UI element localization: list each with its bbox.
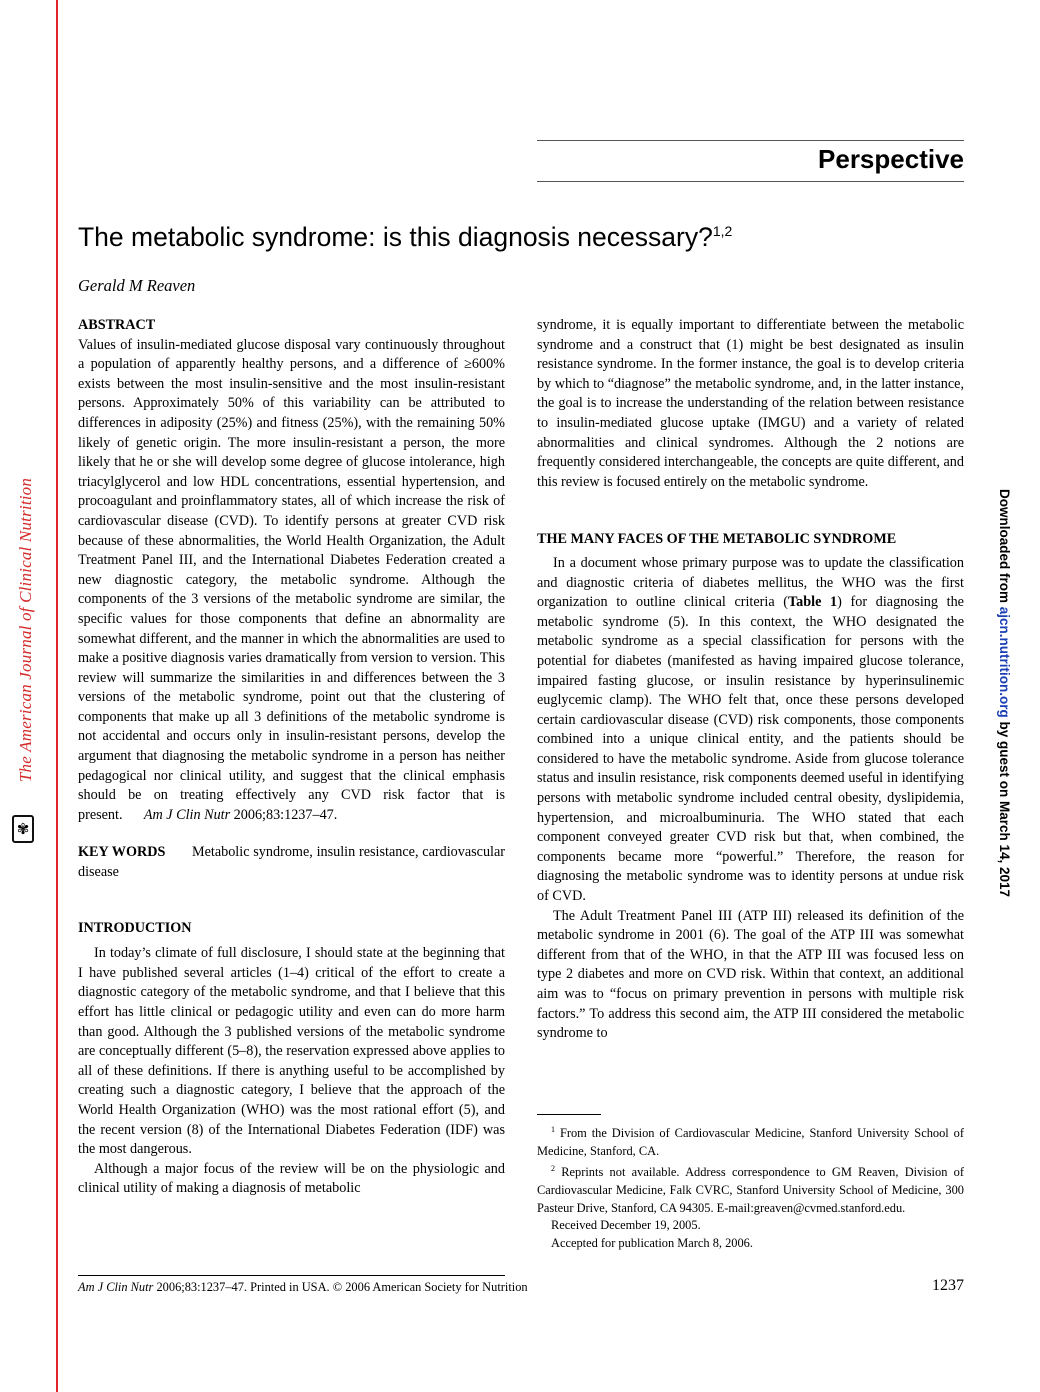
footnote-2-text: Reprints not available. Address correspondence to GM Reaven, Division of Cardiovascular Medicine, Falk CVRC, Stanford University School of Medicine, 300 Pasteur Drive, Stanford, CA 94305. E-mail:greaven@cvmed.stanford.edu. (537, 1165, 964, 1215)
title-footnote-marks: 1,2 (712, 223, 733, 239)
footer-journal: Am J Clin Nutr (78, 1280, 154, 1294)
abstract-body (78, 336, 505, 826)
introduction-paragraph-2-continued: syndrome, it is equally important to differentiate between the metabolic syndrome and a construct that (1) might be best designated as insulin resistance syndrome. In the former instance, the goal is to develop criteria by which to “diagnose” the metabolic syndrome, and, in the latter instance, the goal is to increase the understanding of the relation between resistance to insulin-mediated glucose uptake (IMGU) and a variety of related abnormalities and clinical syndromes. Although the 2 notions are frequently considered interchangeable, the concepts are quite different, and this review is focused entirely on the metabolic syndrome. (537, 317, 964, 490)
footer-citation (78, 1280, 528, 1295)
journal-logo-icon: ✾ (12, 815, 34, 843)
accepted-date: Accepted for publication March 8, 2006. (551, 1235, 753, 1250)
spacer (537, 492, 964, 530)
footnotes (537, 1121, 964, 1252)
faces-p1-part-b: ) for diagnosing the metabolic syndrome (5). In this context, the WHO designated the metabolic syndrome as a special classification for persons with the potential for diabetes (manifested as having impaired glucose tolerance, impaired fasting glucose, or insulin resistance by hyperinsulinemic euglycemic clamp). The WHO felt that, once these persons developed certain cardiovascular disease (CVD) risk components, those components combined into a unique clinical entity, and the patients should be considered to have the metabolic syndrome. Aside from glucose tolerance status and insulin resistance, risk components deemed useful in identifying persons with metabolic syndrome included central obesity, dyslipidemia, hypertension, and microalbuminuria. The WHO stated that each component conveyed greater CVD risk but that, when combined, the components became more “powerful.” Therefore, the reason for diagnosing the metabolic syndrome was to identity persons at undue risk of CVD. (537, 594, 964, 905)
faces-paragraph-1 (537, 554, 964, 907)
download-link[interactable]: ajcn.nutrition.org (997, 606, 1012, 718)
footnote-rule (537, 1114, 601, 1115)
left-column (78, 316, 505, 1199)
section-label: Perspective (818, 144, 964, 174)
abstract-citation-journal: Am J Clin Nutr (143, 806, 231, 823)
keywords-text: Metabolic syndrome, insulin resistance, cardiovascular disease (78, 844, 506, 881)
download-prefix: Downloaded from (997, 488, 1012, 607)
footnote-2-mark: 2 (551, 1164, 555, 1174)
article-title-text: The metabolic syndrome: is this diagnosis necessary? (78, 222, 713, 252)
spacer (78, 883, 505, 919)
introduction-paragraph-1: In today’s climate of full disclosure, I should state at the beginning that I have published several articles (1–4) critical of the effort to create a diagnostic category of the metabolic syndrome, and that I believe that this effort has little clinical or pedagogic utility and even can do more harm than good. Although the 3 published versions of the metabolic syndrome are conceptually different (5–8), the reservation expressed above applies to all of these definitions. If there is anything useful to be accomplished by creating such a diagnostic category, I believe that the approach of the World Health Organization (WHO) was the most rational effort (5), and the recent version (8) of the International Diabetes Federation (IDF) was the most dangerous. (78, 945, 505, 1158)
abstract-heading: ABSTRACT (78, 317, 156, 333)
faces-paragraph-2: The Adult Treatment Panel III (ATP III) released its definition of the metabolic syndrome in 2001 (6). The goal of the ATP III was somewhat different from that of the WHO, in that the ATP III was focused less on type 2 diabetes and more on CVD risk. Within that context, an additional aim was to “focus on primary prevention in persons with multiple risk factors.” To address this second aim, the ATP III considered the metabolic syndrome to (537, 907, 964, 1042)
download-suffix: by guest on March 14, 2017 (997, 717, 1012, 898)
footer-rest: 2006;83:1237–47. Printed in USA. © 2006 American Society for Nutrition (153, 1280, 528, 1294)
faces-heading: THE MANY FACES OF THE METABOLIC SYNDROME (537, 531, 897, 548)
margin-red-line (56, 0, 58, 1392)
journal-name-vertical: The American Journal of Clinical Nutrition (16, 477, 35, 783)
download-notice (992, 483, 1012, 903)
header-rule-bottom (537, 181, 964, 182)
keywords (78, 843, 505, 882)
page-number: 1237 (932, 1277, 964, 1294)
article-title (78, 222, 958, 253)
header-rule-top (537, 140, 964, 141)
footer-rule (78, 1275, 505, 1276)
table-1-link[interactable]: Table 1 (788, 594, 838, 611)
footnote-1-mark: 1 (551, 1125, 555, 1134)
footnote-1-text: From the Division of Cardiovascular Medicine, Stanford University School of Medicine, Stanford, CA. (537, 1126, 964, 1158)
abstract-citation-rest: 2006;83:1237–47. (233, 806, 338, 823)
footnote-1 (537, 1121, 964, 1160)
faces-p1-part-a: In a document whose primary purpose was to update the classification and diagnostic criteria of diabetes mellitus, the WHO was the first organization to outline clinical criteria ( (537, 554, 964, 611)
introduction-paragraph-2: Although a major focus of the review will be on the physiologic and clinical utility of making a diagnosis of metabolic (78, 1160, 505, 1197)
article-author: Gerald M Reaven (78, 276, 196, 295)
spacer (78, 825, 505, 843)
introduction-heading: INTRODUCTION (78, 919, 192, 936)
keywords-heading: KEY WORDS (78, 844, 166, 861)
abstract-text: Values of insulin-mediated glucose disposal vary continuously throughout a population of apparently healthy persons, and a difference of ≥600% exists between the most insulin-sensitive and the most insulin-resistant persons. Approximately 50% of this variability can be attributed to differences in adiposity (25%) and fitness (25%), with the remaining 50% likely of genetic origin. The more insulin-resistant a person, the more likely that he or she will develop some degree of glucose intolerance, high triacylglycerol and low HDL concentrations, essential hypertension, and procoagulant and proinflammatory states, all of which increase the risk of cardiovascular disease (CVD). To identify persons at greater CVD risk because of these abnormalities, the World Health Organization, the Adult Treatment Panel III, and the International Diabetes Federation created a new diagnostic category, the metabolic syndrome. Although the components of the 3 versions of the metabolic syndrome are similar, the specific values for those components that define an abnormality are somewhat different, and the manner in which the abnormalities are used to make a positive diagnosis varies dramatically from version to version. This review will summarize the similarities in and differences between the 3 versions of the metabolic syndrome, point out that the clustering of components that make up all 3 definitions of the metabolic syndrome is not accidental and occurs only in insulin-resistant persons, develop the argument that diagnosing the metabolic syndrome in a person has neither pedagogical nor clinical utility, and suggest that the clinical emphasis should be on treating effectively any CVD risk factor that is present. (78, 336, 505, 823)
footnote-2 (537, 1160, 964, 1217)
right-column (537, 316, 964, 1044)
received-date: Received December 19, 2005. (551, 1218, 701, 1233)
